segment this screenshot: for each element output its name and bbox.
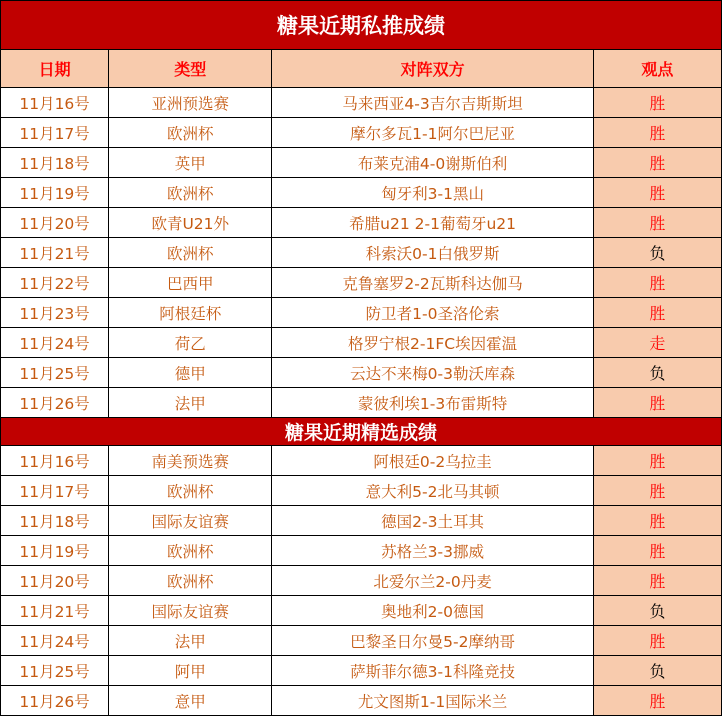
result-cell: 胜 (593, 566, 721, 596)
table-row (1, 506, 722, 536)
table-row (1, 328, 722, 358)
type-cell: 巴西甲 (109, 268, 272, 298)
match-cell: 萨斯菲尔德3-1科隆竞技 (272, 656, 593, 686)
date-cell: 11月24号 (1, 328, 109, 358)
result-cell: 胜 (593, 268, 721, 298)
table-row (1, 208, 722, 238)
result-cell: 走 (593, 328, 721, 358)
result-cell: 胜 (593, 118, 721, 148)
result-cell: 胜 (593, 506, 721, 536)
title-row (1, 1, 722, 50)
result-cell: 胜 (593, 148, 721, 178)
match-cell: 防卫者1-0圣洛伦索 (272, 298, 593, 328)
match-cell: 科索沃0-1白俄罗斯 (272, 238, 593, 268)
type-cell: 国际友谊赛 (109, 596, 272, 626)
sheet-title: 糖果近期私推成绩 (1, 1, 722, 50)
match-cell: 希腊u21 2-1葡萄牙u21 (272, 208, 593, 238)
result-cell: 胜 (593, 626, 721, 656)
result-cell: 胜 (593, 298, 721, 328)
table-row (1, 148, 722, 178)
result-cell: 负 (593, 358, 721, 388)
type-cell: 亚洲预选赛 (109, 88, 272, 118)
result-cell: 胜 (593, 388, 721, 418)
date-cell: 11月26号 (1, 388, 109, 418)
result-cell: 胜 (593, 476, 721, 506)
table-row (1, 388, 722, 418)
result-cell: 胜 (593, 178, 721, 208)
date-cell: 11月18号 (1, 506, 109, 536)
match-cell: 布莱克浦4-0谢斯伯利 (272, 148, 593, 178)
date-cell: 11月17号 (1, 476, 109, 506)
table-row (1, 298, 722, 328)
type-cell: 欧洲杯 (109, 238, 272, 268)
result-cell: 负 (593, 656, 721, 686)
section2-title: 糖果近期精选成绩 (1, 418, 722, 446)
match-cell: 苏格兰3-3挪威 (272, 536, 593, 566)
result-cell: 负 (593, 596, 721, 626)
date-cell: 11月21号 (1, 238, 109, 268)
date-cell: 11月20号 (1, 208, 109, 238)
table-row (1, 596, 722, 626)
match-cell: 巴黎圣日尔曼5-2摩纳哥 (272, 626, 593, 656)
type-cell: 南美预选赛 (109, 446, 272, 476)
table-row (1, 626, 722, 656)
date-cell: 11月19号 (1, 178, 109, 208)
type-cell: 国际友谊赛 (109, 506, 272, 536)
date-cell: 11月24号 (1, 626, 109, 656)
match-cell: 意大利5-2北马其顿 (272, 476, 593, 506)
table-row (1, 358, 722, 388)
date-cell: 11月21号 (1, 596, 109, 626)
table-row (1, 686, 722, 716)
header-type: 类型 (109, 50, 272, 88)
date-cell: 11月25号 (1, 358, 109, 388)
date-cell: 11月20号 (1, 566, 109, 596)
type-cell: 阿根廷杯 (109, 298, 272, 328)
table-row (1, 566, 722, 596)
date-cell: 11月16号 (1, 88, 109, 118)
type-cell: 欧洲杯 (109, 118, 272, 148)
type-cell: 法甲 (109, 388, 272, 418)
results-table-body (1, 1, 722, 716)
type-cell: 英甲 (109, 148, 272, 178)
date-cell: 11月19号 (1, 536, 109, 566)
type-cell: 欧洲杯 (109, 476, 272, 506)
type-cell: 欧洲杯 (109, 178, 272, 208)
date-cell: 11月25号 (1, 656, 109, 686)
match-cell: 蒙彼利埃1-3布雷斯特 (272, 388, 593, 418)
table-row (1, 536, 722, 566)
match-cell: 克鲁塞罗2-2瓦斯科达伽马 (272, 268, 593, 298)
type-cell: 法甲 (109, 626, 272, 656)
table-row (1, 118, 722, 148)
type-cell: 荷乙 (109, 328, 272, 358)
date-cell: 11月26号 (1, 686, 109, 716)
match-cell: 匈牙利3-1黑山 (272, 178, 593, 208)
match-cell: 摩尔多瓦1-1阿尔巴尼亚 (272, 118, 593, 148)
result-cell: 胜 (593, 686, 721, 716)
header-view: 观点 (593, 50, 721, 88)
section2-title-row (1, 418, 722, 446)
match-cell: 云达不来梅0-3勒沃库森 (272, 358, 593, 388)
table-row (1, 476, 722, 506)
table-row (1, 178, 722, 208)
match-cell: 北爱尔兰2-0丹麦 (272, 566, 593, 596)
header-match: 对阵双方 (272, 50, 593, 88)
result-cell: 胜 (593, 446, 721, 476)
table-row (1, 656, 722, 686)
result-cell: 胜 (593, 536, 721, 566)
match-cell: 尤文图斯1-1国际米兰 (272, 686, 593, 716)
type-cell: 德甲 (109, 358, 272, 388)
type-cell: 意甲 (109, 686, 272, 716)
header-row (1, 50, 722, 88)
table-row (1, 88, 722, 118)
table-row (1, 268, 722, 298)
match-cell: 奥地利2-0德国 (272, 596, 593, 626)
result-cell: 负 (593, 238, 721, 268)
date-cell: 11月22号 (1, 268, 109, 298)
match-cell: 德国2-3土耳其 (272, 506, 593, 536)
type-cell: 欧洲杯 (109, 566, 272, 596)
type-cell: 阿甲 (109, 656, 272, 686)
match-cell: 阿根廷0-2乌拉圭 (272, 446, 593, 476)
match-cell: 马来西亚4-3吉尔吉斯斯坦 (272, 88, 593, 118)
type-cell: 欧洲杯 (109, 536, 272, 566)
table-row (1, 238, 722, 268)
date-cell: 11月23号 (1, 298, 109, 328)
result-cell: 胜 (593, 88, 721, 118)
date-cell: 11月18号 (1, 148, 109, 178)
match-cell: 格罗宁根2-1FC埃因霍温 (272, 328, 593, 358)
date-cell: 11月17号 (1, 118, 109, 148)
result-cell: 胜 (593, 208, 721, 238)
date-cell: 11月16号 (1, 446, 109, 476)
header-date: 日期 (1, 50, 109, 88)
table-row (1, 446, 722, 476)
type-cell: 欧青U21外 (109, 208, 272, 238)
